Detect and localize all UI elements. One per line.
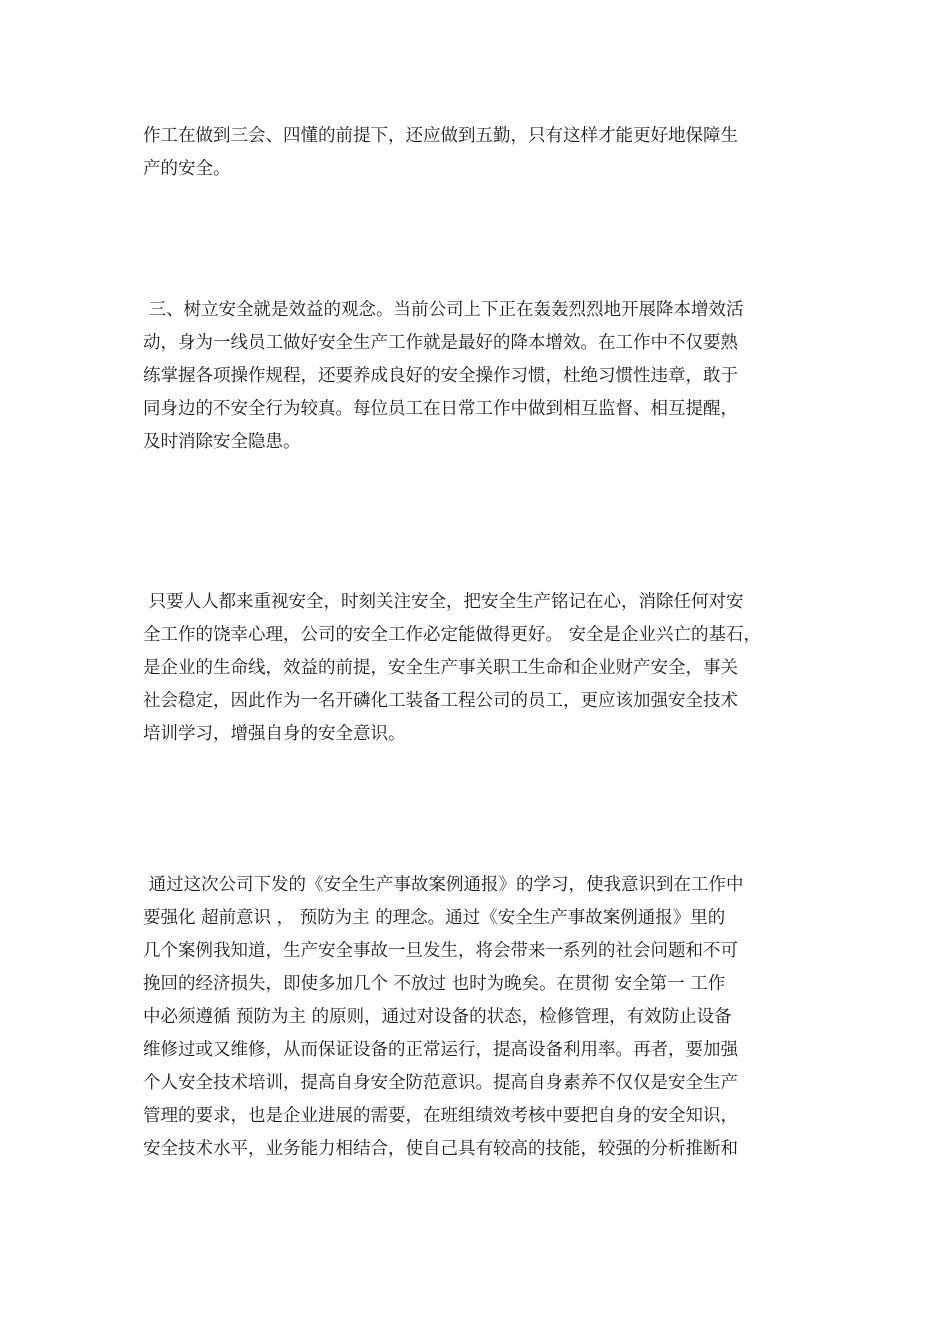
text-line: 作工在做到三会、四懂的前提下，还应做到五勤，只有这样才能更好地保障生 [143, 126, 738, 146]
text-line: 动，身为一线员工做好安全生产工作就是最好的降本增效。在工作中不仅要熟 [143, 333, 738, 353]
text-line: 产的安全。 [143, 159, 231, 179]
text-line: 安全技术水平，业务能力相结合，使自己具有较高的技能，较强的分析推断和 [143, 1139, 738, 1159]
text-line: 培训学习，增强自身的安全意识。 [143, 724, 406, 744]
text-line: 及时消除安全隐患。 [143, 432, 301, 452]
paragraph-2 [143, 294, 823, 459]
text-line: 管理的要求，也是企业进展的需要，在班组绩效考核中要把自身的安全知识， [143, 1106, 738, 1126]
text-line: 社会稳定，因此作为一名开磷化工装备工程公司的员工，更应该加强安全技术 [143, 691, 738, 711]
text-line: 同身边的不安全行为较真。每位员工在日常工作中做到相互监督、相互提醒， [143, 399, 738, 419]
text-line: 全工作的饶幸心理，公司的安全工作必定能做得更好。 安全是企业兴亡的基石， [143, 625, 762, 645]
text-line: 几个案例我知道，生产安全事故一旦发生，将会带来一系列的社会问题和不可 [143, 941, 738, 961]
text-line: 通过这次公司下发的《安全生产事故案例通报》的学习，使我意识到在工作中 [143, 875, 744, 895]
paragraph-4 [143, 869, 823, 1166]
text-line: 是企业的生命线，效益的前提，安全生产事关职工生命和企业财产安全，事关 [143, 658, 738, 678]
text-line: 三、树立安全就是效益的观念。当前公司上下正在轰轰烈烈地开展降本增效活 [143, 300, 744, 320]
text-line: 只要人人都来重视安全，时刻关注安全，把安全生产铭记在心，消除任何对安 [143, 592, 744, 612]
text-line: 要强化 超前意识 ， 预防为主 的理念。通过《安全生产事故案例通报》里的 [143, 908, 726, 928]
text-line: 挽回的经济损失，即使多加几个 不放过 也时为晚矣。在贯彻 安全第一 工作 [143, 974, 726, 994]
text-line: 练掌握各项操作规程，还要养成良好的安全操作习惯，杜绝习惯性违章，敢于 [143, 366, 738, 386]
text-line: 中必须遵循 预防为主 的原则，通过对设备的状态，检修管理，有效防止设备 [143, 1007, 732, 1027]
paragraph-1 [143, 120, 823, 186]
paragraph-3 [143, 586, 823, 751]
text-line: 维修过或又维修，从而保证设备的正常运行，提高设备利用率。再者，要加强 [143, 1040, 738, 1060]
text-line: 个人安全技术培训，提高自身安全防范意识。提高自身素养不仅仅是安全生产 [143, 1073, 738, 1093]
